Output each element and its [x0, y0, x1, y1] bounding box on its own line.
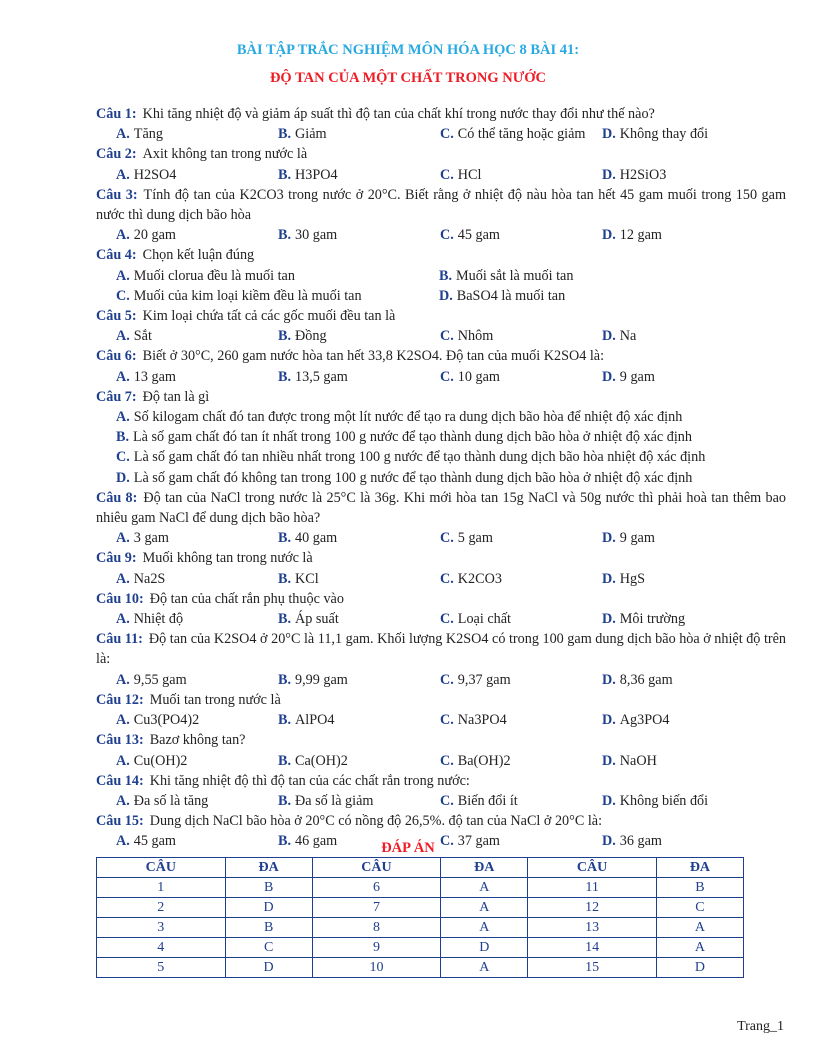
option-label: C. [440, 126, 454, 143]
option-group [96, 609, 786, 629]
question-item [96, 185, 786, 246]
question-text: Bazơ không tan? [149, 732, 246, 749]
question-item [96, 346, 786, 386]
question-text: Tính độ tan của K2CO3 trong nước ở 20°C. Biết rằng ở nhiệt độ nàu hòa tan hết 45 gam muối trong 150 gam nước thì dung dịch bão hòa [96, 186, 786, 224]
option-label: D. [602, 227, 616, 244]
answer-option [116, 124, 278, 144]
question-text: Axit không tan trong nước là [142, 146, 308, 163]
option-text: 9,37 gam [457, 671, 511, 688]
option-label: C. [440, 671, 454, 688]
option-text: Không biến đổi [619, 792, 709, 809]
answer-option [116, 266, 439, 286]
option-group [96, 266, 786, 306]
question-stem [96, 104, 786, 124]
option-label: C. [116, 449, 130, 466]
option-group [96, 751, 786, 771]
answer-option [116, 165, 278, 185]
table-cell: 11 [528, 878, 657, 898]
option-text: 46 gam [295, 833, 338, 850]
option-label: D. [602, 671, 616, 688]
option-group [96, 367, 786, 387]
option-label: A. [116, 227, 130, 244]
table-cell: 13 [528, 918, 657, 938]
table-cell: B [225, 878, 312, 898]
option-label: D. [602, 368, 616, 385]
answer-option [116, 367, 278, 387]
option-text: 9 gam [619, 368, 655, 385]
question-label: Câu 7: [96, 388, 137, 405]
option-text: Tăng [133, 126, 163, 143]
option-label: A. [116, 671, 130, 688]
option-text: Số kilogam chất đó tan được trong một lít nước để tạo ra dung dịch bão hòa để nhiệt độ xác định [133, 409, 683, 426]
table-cell: D [225, 898, 312, 918]
option-text: Áp suất [295, 611, 339, 628]
option-text: Môi trường [619, 611, 686, 628]
question-item [96, 730, 786, 770]
table-cell: 9 [312, 938, 441, 958]
table-cell: 5 [97, 958, 226, 978]
option-text: 3 gam [133, 530, 169, 547]
answer-option [602, 791, 764, 811]
option-label: B. [439, 267, 453, 284]
question-stem [96, 730, 786, 750]
question-label: Câu 4: [96, 247, 137, 264]
option-label: D. [602, 611, 616, 628]
answer-section-title: ĐÁP ÁN [381, 840, 435, 856]
question-item [96, 690, 786, 730]
answer-option [440, 791, 602, 811]
question-stem [96, 488, 786, 528]
option-text: HCl [457, 166, 482, 183]
option-text: 36 gam [619, 833, 662, 850]
option-label: A. [116, 267, 130, 284]
answer-option [278, 670, 440, 690]
option-group [96, 407, 786, 488]
option-text: 20 gam [133, 227, 176, 244]
option-group [96, 165, 786, 185]
table-cell: 6 [312, 878, 441, 898]
option-text: Loại chất [457, 611, 511, 628]
answer-table-body [97, 878, 744, 978]
question-item [96, 488, 786, 549]
table-row [97, 878, 744, 898]
option-text: Là số gam chất đó tan ít nhất trong 100 g nước để tạo thành dung dịch bão hòa ở nhiệt độ xác định [133, 429, 692, 446]
table-row [97, 918, 744, 938]
option-label: A. [116, 752, 130, 769]
answer-option [116, 427, 786, 447]
question-item [96, 387, 786, 488]
option-text: 9,55 gam [133, 671, 187, 688]
answer-option [116, 609, 278, 629]
answer-option [116, 468, 786, 488]
option-text: Là số gam chất đó không tan trong 100 g nước để tạo thành dung dịch bão hòa ở nhiệt độ xác định [133, 469, 693, 486]
question-item [96, 306, 786, 346]
option-text: 40 gam [295, 530, 338, 547]
option-group [96, 791, 786, 811]
answer-option [440, 367, 602, 387]
question-label: Câu 12: [96, 691, 144, 708]
table-cell: B [225, 918, 312, 938]
answer-option [116, 670, 278, 690]
answer-option [116, 528, 278, 548]
question-item [96, 104, 786, 144]
option-group [96, 225, 786, 245]
answer-option [116, 225, 278, 245]
question-label: Câu 8: [96, 489, 138, 506]
option-text: Có thể tăng hoặc giảm [457, 126, 586, 143]
question-label: Câu 5: [96, 308, 137, 325]
answer-option [602, 670, 764, 690]
question-stem [96, 144, 786, 164]
answer-option [116, 326, 278, 346]
option-text: 45 gam [457, 227, 500, 244]
option-text: Muối sắt là muối tan [456, 267, 574, 284]
answer-option [602, 710, 764, 730]
question-text: Độ tan là gì [142, 388, 210, 405]
table-cell: A [441, 878, 528, 898]
option-text: NaOH [619, 752, 657, 769]
question-item [96, 144, 786, 184]
question-label: Câu 13: [96, 732, 144, 749]
table-cell: C [225, 938, 312, 958]
question-list [96, 104, 786, 852]
option-text: 5 gam [457, 530, 493, 547]
answer-option [440, 326, 602, 346]
answer-option [116, 710, 278, 730]
option-text: 9,99 gam [295, 671, 348, 688]
option-text: Muối của kim loại kiềm đều là muối tan [133, 287, 362, 304]
option-text: 13,5 gam [295, 368, 348, 385]
option-label: D. [602, 328, 616, 345]
option-text: 13 gam [133, 368, 176, 385]
option-text: H2SiO3 [619, 166, 667, 183]
option-label: B. [278, 611, 292, 628]
table-cell: D [225, 958, 312, 978]
table-cell: 14 [528, 938, 657, 958]
option-label: B. [278, 570, 292, 587]
question-item [96, 771, 786, 811]
answer-option [602, 569, 764, 589]
answer-option [602, 124, 764, 144]
option-text: H2SO4 [133, 166, 177, 183]
answer-option [116, 407, 786, 427]
table-cell: A [656, 938, 743, 958]
option-text: 8,36 gam [619, 671, 673, 688]
question-label: Câu 11: [96, 631, 143, 648]
question-stem [96, 771, 786, 791]
question-stem [96, 306, 786, 326]
option-label: C. [116, 287, 130, 304]
option-label: A. [116, 712, 130, 729]
answer-option [440, 124, 602, 144]
option-label: A. [116, 833, 130, 850]
option-label: B. [278, 368, 292, 385]
option-label: A. [116, 570, 130, 587]
column-header: CÂU [97, 858, 226, 878]
answer-option [278, 528, 440, 548]
answer-table [96, 857, 744, 978]
option-label: D. [602, 530, 616, 547]
option-label: C. [440, 833, 454, 850]
column-header: ĐA [656, 858, 743, 878]
answer-option [278, 326, 440, 346]
option-text: 37 gam [457, 833, 500, 850]
option-label: C. [440, 227, 454, 244]
question-text: Kim loại chứa tất cả các gốc muối đều tan là [142, 308, 396, 325]
table-cell: 15 [528, 958, 657, 978]
question-text: Độ tan của chất rắn phụ thuộc vào [149, 590, 344, 607]
column-header: ĐA [225, 858, 312, 878]
answer-option [439, 286, 762, 306]
answer-option [278, 225, 440, 245]
question-label: Câu 2: [96, 146, 137, 163]
question-item [96, 589, 786, 629]
table-cell: B [656, 878, 743, 898]
question-label: Câu 9: [96, 550, 137, 567]
option-text: AlPO4 [295, 712, 335, 729]
option-text: K2CO3 [457, 570, 502, 587]
table-cell: 8 [312, 918, 441, 938]
table-cell: A [441, 918, 528, 938]
answer-option [602, 225, 764, 245]
page-title: BÀI TẬP TRẮC NGHIỆM MÔN HÓA HỌC 8 BÀI 41: [236, 42, 580, 58]
question-text: Muối tan trong nước là [149, 691, 281, 708]
option-text: Là số gam chất đó tan nhiều nhất trong 100 g nước để tạo thành dung dịch bão hòa nhiệt độ xác định [133, 449, 706, 466]
option-label: C. [440, 611, 454, 628]
option-label: B. [278, 752, 292, 769]
option-label: D. [602, 712, 616, 729]
answer-option [602, 165, 764, 185]
column-header: CÂU [312, 858, 441, 878]
option-group [96, 710, 786, 730]
table-cell: 12 [528, 898, 657, 918]
option-label: C. [440, 328, 454, 345]
option-label: D. [602, 570, 616, 587]
option-text: HgS [619, 570, 646, 587]
question-stem [96, 387, 786, 407]
question-text: Khi tăng nhiệt độ thì độ tan của các chất rắn trong nước: [149, 772, 470, 789]
question-text: Biết ở 30°C, 260 gam nước hòa tan hết 33,8 K2SO4. Độ tan của muối K2SO4 là: [142, 348, 605, 365]
option-label: B. [278, 166, 292, 183]
option-label: C. [440, 712, 454, 729]
table-cell: A [441, 898, 528, 918]
answer-option [278, 165, 440, 185]
question-item [96, 245, 786, 306]
answer-option [440, 710, 602, 730]
option-label: D. [439, 287, 453, 304]
question-item [96, 548, 786, 588]
answer-option [440, 670, 602, 690]
option-text: Sắt [133, 328, 152, 345]
question-item [96, 629, 786, 690]
answer-option [278, 124, 440, 144]
option-text: Biến đổi ít [457, 792, 518, 809]
option-label: A. [116, 368, 130, 385]
answer-option [278, 751, 440, 771]
option-group [96, 528, 786, 548]
option-text: Nhiệt độ [133, 611, 184, 628]
answer-option [116, 751, 278, 771]
option-label: D. [602, 752, 616, 769]
option-label: A. [116, 166, 130, 183]
option-group [96, 569, 786, 589]
question-stem [96, 548, 786, 568]
option-text: Ca(OH)2 [295, 752, 348, 769]
page-number: Trang_1 [737, 1019, 784, 1034]
answer-option [439, 266, 762, 286]
table-row [97, 938, 744, 958]
option-label: D. [602, 792, 616, 809]
answer-option [116, 447, 786, 467]
option-label: B. [278, 712, 292, 729]
option-label: D. [602, 833, 616, 850]
answer-option [602, 609, 764, 629]
table-cell: D [656, 958, 743, 978]
answer-option [440, 751, 602, 771]
table-cell: 4 [97, 938, 226, 958]
option-label: C. [440, 570, 454, 587]
option-text: Na3PO4 [457, 712, 507, 729]
option-text: KCl [295, 570, 319, 587]
table-cell: 2 [97, 898, 226, 918]
answer-table-header-row [97, 858, 744, 878]
question-stem [96, 811, 786, 831]
option-group [96, 124, 786, 144]
option-text: Đồng [295, 328, 327, 345]
table-row [97, 958, 744, 978]
option-text: BaSO4 là muối tan [456, 287, 566, 304]
answer-option [440, 569, 602, 589]
table-cell: D [441, 938, 528, 958]
table-cell: 3 [97, 918, 226, 938]
table-cell: 1 [97, 878, 226, 898]
option-group [96, 670, 786, 690]
option-text: Ag3PO4 [619, 712, 670, 729]
option-label: C. [440, 792, 454, 809]
option-text: Giảm [295, 126, 327, 143]
option-label: A. [116, 792, 130, 809]
question-label: Câu 15: [96, 813, 144, 830]
question-text: Dung dịch NaCl bão hòa ở 20°C có nồng độ 26,5%. độ tan của NaCl ở 20°C là: [149, 813, 603, 830]
option-label: D. [602, 166, 616, 183]
answer-option [278, 710, 440, 730]
answer-option [602, 326, 764, 346]
option-text: Cu3(PO4)2 [133, 712, 200, 729]
option-label: C. [440, 752, 454, 769]
answer-option [278, 367, 440, 387]
option-text: 45 gam [133, 833, 176, 850]
answer-option [440, 165, 602, 185]
table-cell: A [441, 958, 528, 978]
answer-option [278, 791, 440, 811]
option-text: 30 gam [295, 227, 338, 244]
question-label: Câu 3: [96, 186, 138, 203]
option-group [96, 326, 786, 346]
option-label: A. [116, 328, 130, 345]
question-text: Độ tan của K2SO4 ở 20°C là 11,1 gam. Khối lượng K2SO4 có trong 100 gam dung dịch bão hòa ở nhiệt độ trên là: [96, 631, 787, 668]
option-text: Na [619, 328, 637, 345]
table-cell: 10 [312, 958, 441, 978]
question-text: Độ tan của NaCl trong nước là 25°C là 36g. Khi mới hòa tan 15g NaCl và 50g nước thì phải hoà tan thêm bao nhiêu gam NaCl để dung dịch bão hòa? [96, 489, 786, 527]
option-label: A. [116, 530, 130, 547]
option-label: A. [116, 409, 130, 426]
question-stem [96, 589, 786, 609]
question-label: Câu 6: [96, 348, 137, 365]
answer-option [278, 569, 440, 589]
option-text: Cu(OH)2 [133, 752, 188, 769]
answer-option [602, 751, 764, 771]
option-text: Không thay đổi [619, 126, 709, 143]
question-stem [96, 245, 786, 265]
option-label: B. [278, 530, 292, 547]
question-text: Khi tăng nhiệt độ và giảm áp suất thì độ tan của chất khí trong nước thay đổi như thế nào? [142, 106, 655, 122]
option-label: B. [278, 833, 292, 850]
option-label: D. [116, 469, 130, 486]
option-text: Muối clorua đều là muối tan [133, 267, 295, 284]
table-cell: 7 [312, 898, 441, 918]
question-label: Câu 10: [96, 590, 144, 607]
option-text: Ba(OH)2 [457, 752, 511, 769]
column-header: ĐA [441, 858, 528, 878]
answer-option [440, 528, 602, 548]
option-label: A. [116, 126, 130, 143]
answer-option [116, 569, 278, 589]
option-label: D. [602, 126, 616, 143]
table-cell: A [656, 918, 743, 938]
option-label: B. [278, 126, 292, 143]
question-label: Câu 1: [96, 106, 137, 122]
option-text: 12 gam [619, 227, 662, 244]
option-text: Na2S [133, 570, 166, 587]
question-text: Muối không tan trong nước là [142, 550, 313, 567]
question-stem [96, 185, 786, 225]
answer-option [278, 609, 440, 629]
option-label: B. [278, 328, 292, 345]
option-label: B. [116, 429, 130, 446]
answer-option [440, 609, 602, 629]
column-header: CÂU [528, 858, 657, 878]
option-label: B. [278, 227, 292, 244]
answer-option [116, 286, 439, 306]
option-label: A. [116, 611, 130, 628]
option-text: Đa số là tăng [133, 792, 209, 809]
question-stem [96, 346, 786, 366]
option-text: Nhôm [457, 328, 494, 345]
option-text: Đa số là giảm [295, 792, 374, 809]
option-text: H3PO4 [295, 166, 338, 183]
question-text: Chọn kết luận đúng [142, 247, 255, 264]
table-row [97, 898, 744, 918]
answer-option [440, 225, 602, 245]
page-subtitle: ĐỘ TAN CỦA MỘT CHẤT TRONG NƯỚC [269, 70, 547, 86]
option-label: B. [278, 671, 292, 688]
option-label: B. [278, 792, 292, 809]
question-stem [96, 690, 786, 710]
answer-option [116, 791, 278, 811]
answer-option [602, 528, 764, 548]
option-label: C. [440, 368, 454, 385]
option-label: C. [440, 530, 454, 547]
question-stem [96, 629, 786, 669]
option-text: 9 gam [619, 530, 655, 547]
answer-option [602, 367, 764, 387]
option-label: C. [440, 166, 454, 183]
question-label: Câu 14: [96, 772, 144, 789]
table-cell: C [656, 898, 743, 918]
option-text: 10 gam [457, 368, 500, 385]
